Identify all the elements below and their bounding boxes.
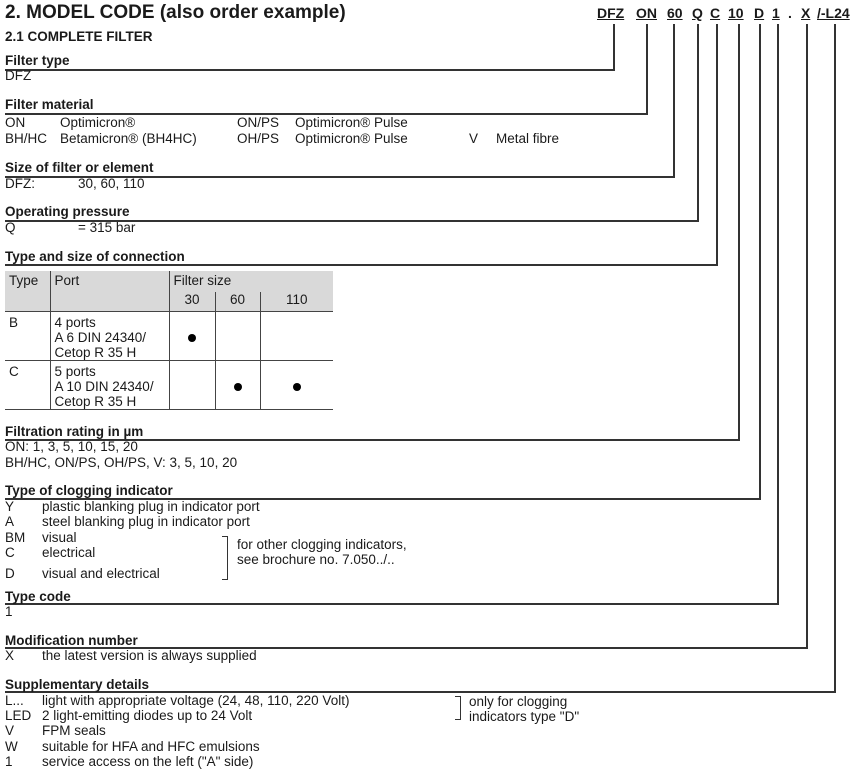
material-code: ON — [5, 115, 26, 130]
port-cell — [50, 361, 169, 410]
code-part-connection: C — [710, 5, 721, 21]
code-part-filter-type: DFZ — [597, 5, 625, 21]
mark-cell — [169, 361, 215, 410]
code-part-supplementary: /-L24 — [817, 5, 850, 21]
table-row — [5, 312, 333, 361]
connector-line — [613, 24, 615, 70]
filtration-heading: Filtration rating in µm — [5, 424, 144, 439]
size-value: 30, 60, 110 — [78, 176, 145, 191]
availability-dot — [293, 383, 301, 391]
heading-line — [5, 69, 615, 71]
clogging-heading: Type of clogging indicator — [5, 483, 173, 498]
port-cell — [50, 312, 169, 361]
mark-cell — [260, 361, 333, 410]
filtration-line: ON: 1, 3, 5, 10, 15, 20 — [5, 439, 138, 454]
material-name: Metal fibre — [496, 131, 560, 146]
material-name: Optimicron® Pulse — [295, 131, 408, 146]
clogging-text: visual — [42, 530, 77, 545]
clogging-code: D — [5, 566, 15, 581]
clogging-text: steel blanking plug in indicator port — [42, 514, 250, 529]
supplementary-note: indicators type "D" — [469, 709, 580, 724]
col-header-port: Port — [50, 271, 169, 312]
type-code-heading: Type code — [5, 589, 71, 604]
port-line: A 10 DIN 24340/ — [54, 379, 154, 394]
modification-text: the latest version is always supplied — [42, 648, 257, 663]
filter-material-heading: Filter material — [5, 97, 94, 112]
section-subtitle: 2.1 COMPLETE FILTER — [5, 29, 153, 44]
supplementary-text: service access on the left ("A" side) — [42, 754, 254, 769]
code-part-filtration: 10 — [728, 5, 744, 21]
size-header: 110 — [285, 292, 308, 308]
connector-line — [834, 24, 836, 692]
connector-line — [716, 24, 718, 265]
connector-line — [759, 24, 761, 499]
modification-heading: Modification number — [5, 633, 138, 648]
clogging-text: visual and electrical — [42, 566, 160, 581]
connector-line — [806, 24, 808, 648]
connector-line — [697, 24, 699, 221]
supplementary-code: W — [5, 739, 18, 754]
port-line: Cetop R 35 H — [54, 394, 137, 409]
mark-cell — [215, 361, 260, 410]
code-part-modification: X — [801, 5, 811, 21]
supplementary-code: LED — [5, 708, 32, 723]
connector-line — [738, 24, 740, 440]
pressure-label: Q — [5, 220, 16, 235]
mark-cell — [260, 312, 333, 361]
supplementary-text: light with appropriate voltage (24, 48, 110, 220 Volt) — [42, 693, 350, 708]
filter-type-value: DFZ — [5, 68, 32, 83]
type-cell: C — [5, 361, 50, 410]
material-name: Optimicron® Pulse — [295, 115, 408, 130]
port-line: 4 ports — [54, 315, 96, 330]
port-line: 5 ports — [54, 364, 96, 379]
supplementary-heading: Supplementary details — [5, 677, 150, 692]
mark-cell — [169, 312, 215, 361]
code-part-material: ON — [636, 5, 657, 21]
heading-line — [5, 264, 718, 266]
availability-dot — [234, 383, 242, 391]
filter-type-heading: Filter type — [5, 53, 70, 68]
supplementary-code: 1 — [5, 754, 13, 769]
modification-code: X — [5, 648, 15, 663]
connector-line — [646, 24, 648, 114]
supplementary-code: V — [5, 723, 15, 738]
supplementary-code: L... — [5, 693, 24, 708]
connector-line — [777, 24, 779, 604]
material-name: Optimicron® — [60, 115, 136, 130]
type-cell: B — [5, 312, 50, 361]
material-code: V — [469, 131, 479, 146]
heading-line — [5, 603, 779, 605]
material-code: OH/PS — [237, 131, 280, 146]
bracket — [222, 536, 228, 580]
port-line: Cetop R 35 H — [54, 345, 137, 360]
supplementary-text: FPM seals — [42, 723, 106, 738]
connection-table — [5, 271, 333, 410]
material-code: BH/HC — [5, 131, 48, 146]
code-part-type-code: 1 — [772, 5, 780, 21]
type-code-value: 1 — [5, 604, 13, 619]
size-header: 60 — [215, 292, 260, 311]
size-header: 30 — [169, 292, 215, 311]
pressure-value: = 315 bar — [78, 220, 136, 235]
code-part-size: 60 — [667, 5, 683, 21]
connector-line — [673, 24, 675, 177]
supplementary-text: suitable for HFA and HFC emulsions — [42, 739, 260, 754]
supplementary-note: only for clogging — [469, 694, 568, 709]
clogging-text: electrical — [42, 545, 96, 560]
material-name: Betamicron® (BH4HC) — [60, 131, 197, 146]
bracket — [455, 696, 461, 720]
col-header-type: Type — [5, 271, 50, 312]
pressure-heading: Operating pressure — [5, 204, 130, 219]
availability-dot — [188, 334, 196, 342]
clogging-code: BM — [5, 530, 26, 545]
supplementary-text: 2 light-emitting diodes up to 24 Volt — [42, 708, 253, 723]
port-line: A 6 DIN 24340/ — [54, 330, 147, 345]
table-row — [5, 361, 333, 410]
clogging-note: see brochure no. 7.050../.. — [237, 552, 395, 567]
filtration-line: BH/HC, ON/PS, OH/PS, V: 3, 5, 10, 20 — [5, 455, 238, 470]
connection-heading: Type and size of connection — [5, 249, 185, 264]
col-header-filter-size: Filter size — [173, 273, 232, 288]
clogging-code: C — [5, 545, 15, 560]
code-part-clogging: D — [754, 5, 765, 21]
page-title: 2. MODEL CODE (also order example) — [5, 2, 346, 23]
clogging-code: Y — [5, 499, 15, 514]
material-code: ON/PS — [237, 115, 280, 130]
size-label: DFZ: — [5, 176, 35, 191]
mark-cell — [215, 312, 260, 361]
clogging-code: A — [5, 514, 15, 529]
clogging-text: plastic blanking plug in indicator port — [42, 499, 260, 514]
size-heading: Size of filter or element — [5, 160, 154, 175]
clogging-note: for other clogging indicators, — [237, 537, 407, 552]
code-part-separator: . — [788, 5, 792, 21]
code-part-pressure: Q — [692, 5, 703, 21]
